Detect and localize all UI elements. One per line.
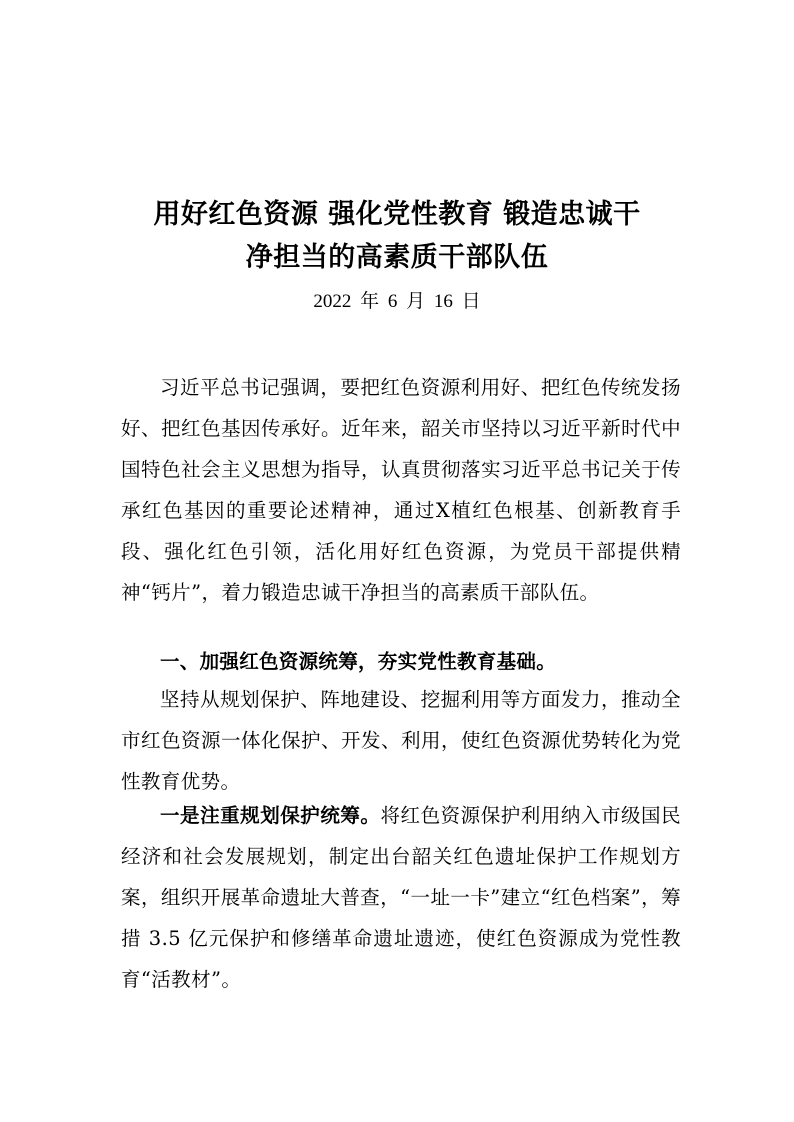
paragraph-section1-text: 坚持从规划保护、阵地建设、挖掘利用等方面发力，推动全市红色资源一体化保护、开发、利用，使红色资源优势转化为党性教育优势。 bbox=[121, 688, 681, 793]
paragraph-intro-text: 习近平总书记强调，要把红色资源利用好、把红色传统发扬好、把红色基因传承好。近年来，韶关市坚持以习近平新时代中国特色社会主义思想为指导，认真贯彻落实习近平总书记关于传承红色基因的重要论述精神，通过X植红色根基、创新教育手段、强化红色引领，活化用好红色资源，为党员干部提供精神“钙片”，着力锻造忠诚干净担当的高素质干部队伍。 bbox=[121, 376, 681, 604]
paragraph-point1 bbox=[121, 795, 681, 1000]
paragraph-section1 bbox=[121, 679, 681, 802]
document-title-line-2: 净担当的高素质干部队伍 bbox=[245, 242, 549, 273]
point1-body: 将红色资源保护利用纳入市级国民经济和社会发展规划，制定出台韶关红色遗址保护工作规划方案，组织开展革命遗址大普查，“一址一卡”建立“红色档案”，筹措 3.5 亿元保护和修缮革命遗址遗迹，使红色资源成为党性教育“活教材”。 bbox=[121, 804, 681, 991]
section-heading-1: 一、加强红色资源统筹，夯实党性教育基础。 bbox=[160, 650, 557, 673]
point1-lead: 一是注重规划保护统筹。 bbox=[160, 804, 381, 827]
document-title-line-1: 用好红色资源 强化党性教育 锻造忠诚干 bbox=[153, 199, 641, 230]
document-date: 2022 年 6 月 16 日 bbox=[313, 291, 481, 312]
paragraph-point1-text bbox=[121, 795, 681, 1000]
paragraph-intro bbox=[121, 367, 681, 613]
